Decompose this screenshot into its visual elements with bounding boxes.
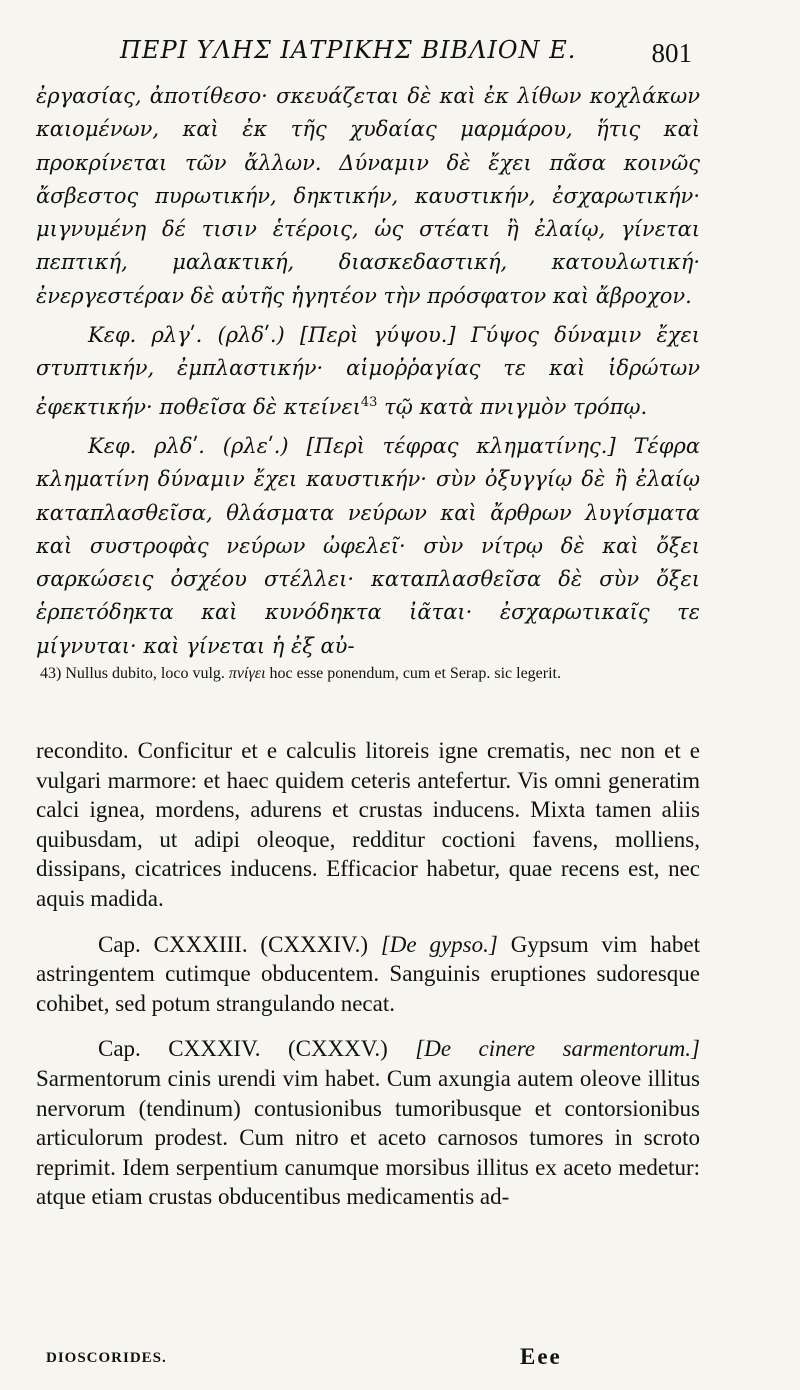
chapter-title: [Περὶ τέφρας κληματίνης.] bbox=[306, 433, 616, 458]
latin-chapter-134 bbox=[36, 1034, 700, 1212]
chapter-text: Γύψος δύναμιν ἔχει στυπτικήν, ἐμπλαστικήν· αἱμοῤῥαγίας τε καὶ ἱδρώτων ἐφεκτικήν· ποθεῖσα δὲ κτείνει bbox=[36, 323, 700, 419]
page-number: 801 bbox=[651, 38, 692, 68]
greek-chapter-133 bbox=[36, 319, 700, 424]
chapter-text: τῷ κατὰ πνιγμὸν τρόπῳ. bbox=[377, 394, 648, 419]
chapter-text: Sarmentorum cinis urendi vim habet. Cum axungia autem oleove illitus nervorum (tendinum) contusionibus tumoribusque et contorsionibus articulorum prodest. Cum nitro et aceto carnosos tumores in scroto reprimit. Idem serpentium canumque morsibus illitus ex aceto medetur: atque etiam crustas obducentibus medicamentis ad- bbox=[36, 1065, 700, 1210]
footnote-greek-word: πνίγει bbox=[228, 665, 266, 682]
latin-text-block bbox=[36, 736, 700, 1212]
greek-paragraph: ἐργασίας, ἀποτίθεσο· σκευάζεται δὲ καὶ ἐκ λίθων κοχλάκων καιομένων, καὶ ἐκ τῆς χυδαίας μαρμάρου, ἥτις καὶ προκρίνεται τῶν ἄλλων. Δύναμιν δὲ ἔχει πᾶσα κοινῶς ἄσβεστος πυρωτικήν, δηκτικήν, καυστικήν, ἐσχαρωτικήν· μιγνυμένη δέ τισιν ἑτέροις, ὡς στέατι ἢ ἐλαίῳ, γίνεται πεπτική, μαλακτική, διασκεδαστική, κατουλωτική· ἐνεργεστέραν δὲ αὐτῆς ἡγητέον τὴν πρόσφατον καὶ ἄβροχον. bbox=[36, 84, 700, 308]
greek-chapter-134 bbox=[36, 430, 700, 663]
chapter-title: [De cinere sarmentorum.] bbox=[415, 1036, 700, 1062]
chapter-label: Cap. CXXXIV. (CXXXV.) bbox=[98, 1036, 416, 1062]
chapter-title: [Περὶ γύψου.] bbox=[299, 323, 456, 348]
chapter-label: Cap. CXXXIII. (CXXXIV.) bbox=[98, 931, 381, 957]
latin-paragraph: recondito. Conficitur et e calculis litoreis igne crematis, nec non et e vulgari marmore: et haec quidem ceteris antefertur. Vis omni generatim calci ignea, mordens, adurens et crustas inducens. Mixta tamen aliis quibusdam, ut adipi oleoque, redditur coctioni favens, molliens, dissipans, cicatrices inducens. Efficacior habetur, quae recens est, nec aquis madida. bbox=[36, 738, 700, 911]
sheet-signature-mark: Eee bbox=[520, 1344, 562, 1369]
chapter-text: Gypsum vim habet astringentem cutimque obducentem. Sanguinis eruptiones sudoresque cohibet, sed potum strangulando necat. bbox=[36, 931, 700, 1016]
latin-chapter-133 bbox=[36, 930, 700, 1019]
footnote bbox=[40, 664, 700, 684]
greek-text-block bbox=[36, 80, 700, 663]
signature-author: DIOSCORIDES. bbox=[46, 1350, 167, 1366]
footnote-reference: 43 bbox=[360, 394, 378, 410]
chapter-label: Κεφ. ρλδʹ. (ρλεʹ.) bbox=[88, 433, 289, 458]
footnote-text: hoc esse ponendum, cum et Serap. sic legerit. bbox=[265, 665, 561, 682]
chapter-label: Κεφ. ρλγʹ. (ρλδʹ.) bbox=[88, 323, 285, 348]
chapter-title: [De gypso.] bbox=[380, 931, 498, 957]
chapter-text: Τέφρα κληματίνη δύναμιν ἔχει καυστικήν· σὺν ὀξυγγίῳ δὲ ἢ ἐλαίῳ καταπλασθεῖσα, θλάσματα νεύρων καὶ ἄρθρων λυγίσματα καὶ συστροφὰς νεύρων ὠφελεῖ· σὺν νίτρῳ δὲ καὶ ὄξει σαρκώσεις ὀσχέου στέλλει· καταπλασθεῖσα δὲ σὺν ὄξει ἑρπετόδηκτα καὶ κυνόδηκτα ἰᾶται· ἐσχαρωτικαῖς τε μίγνυται· καὶ γίνεται ἡ ἐξ αὐ- bbox=[36, 433, 700, 658]
footnote-text: 43) Nullus dubito, loco vulg. bbox=[40, 665, 229, 682]
running-title: ΠΕΡΙ ΥΛΗΣ ΙΑΤΡΙΚΗΣ ΒΙΒΛΙΟΝ Ε. bbox=[120, 36, 577, 64]
